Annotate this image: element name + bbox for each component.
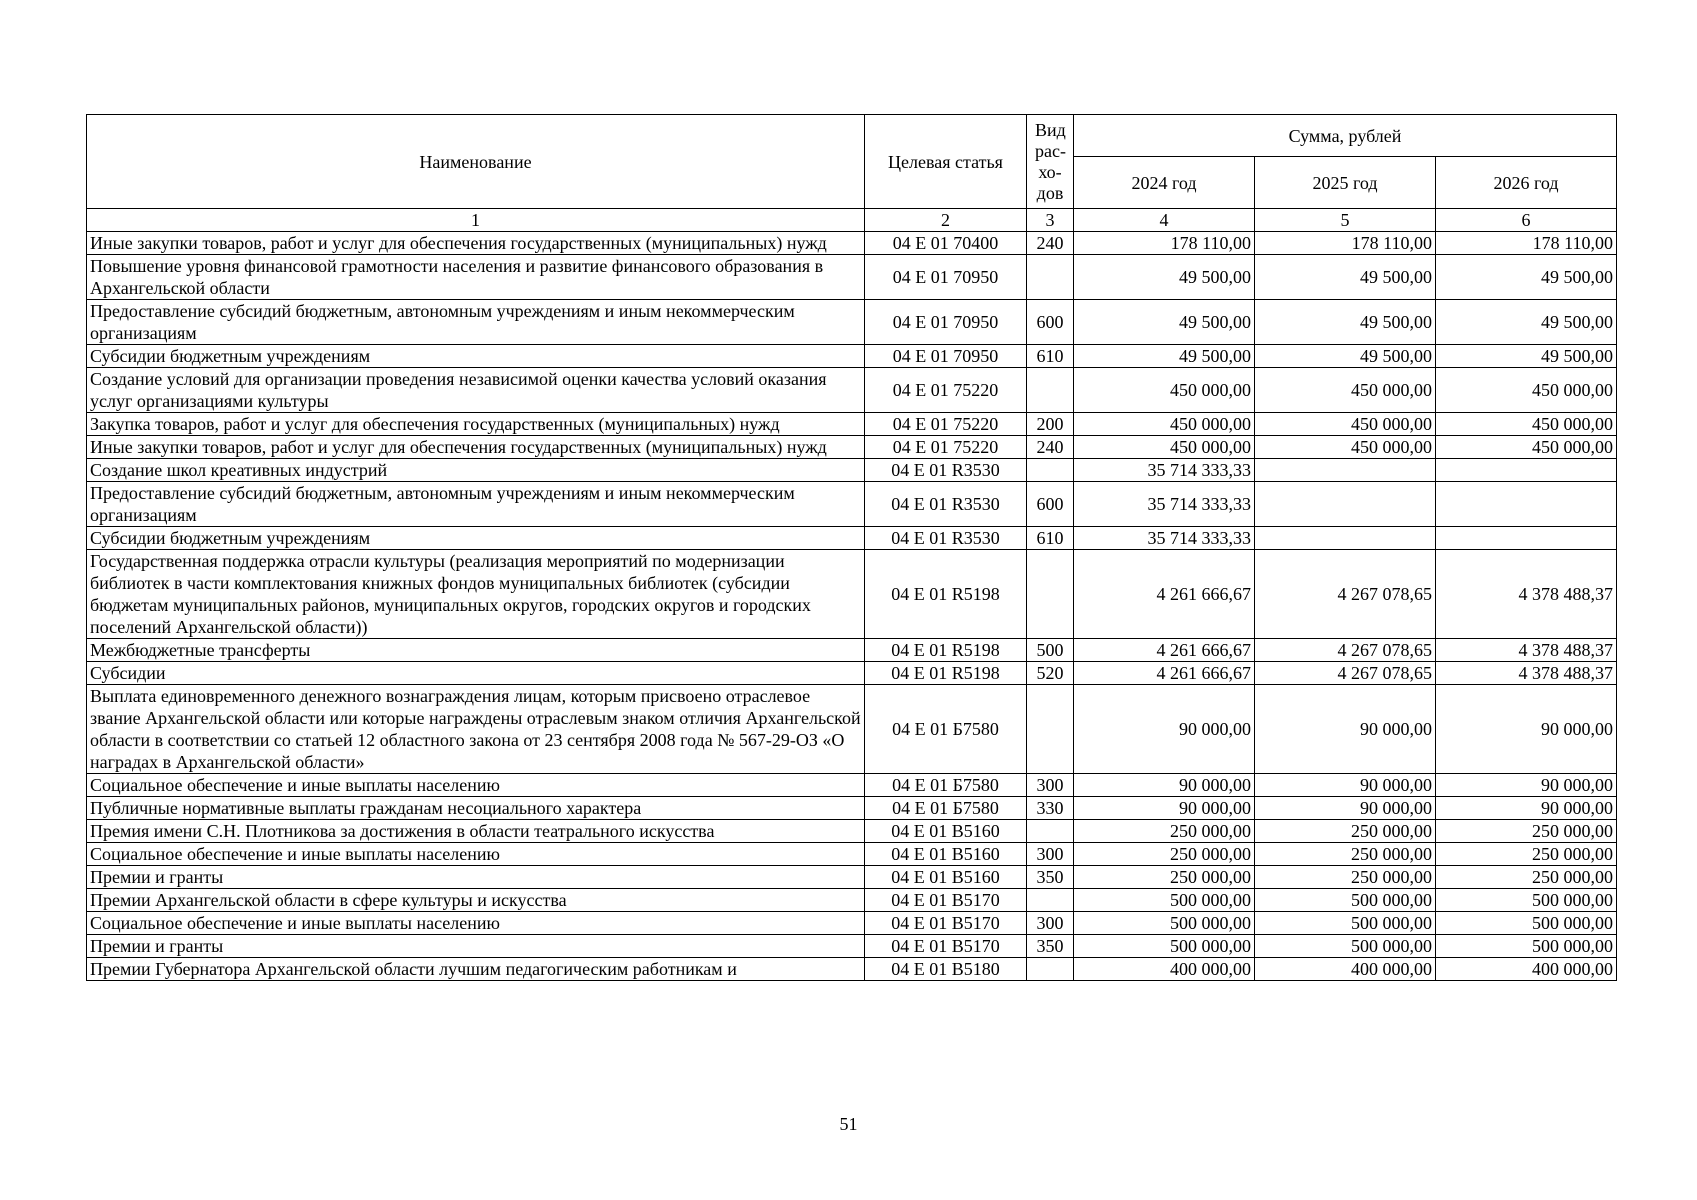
row-expense-type: 200 bbox=[1027, 413, 1074, 436]
table-row bbox=[87, 459, 1617, 482]
row-sum-2026: 4 378 488,37 bbox=[1436, 550, 1617, 639]
row-name: Премии и гранты bbox=[87, 866, 865, 889]
table-body bbox=[87, 232, 1617, 981]
row-sum-2024: 49 500,00 bbox=[1074, 300, 1255, 345]
row-expense-type bbox=[1027, 889, 1074, 912]
row-target-article: 04 Е 01 В5160 bbox=[865, 866, 1027, 889]
header-sum: Сумма, рублей bbox=[1074, 115, 1617, 157]
row-name: Выплата единовременного денежного вознаграждения лицам, которым присвоено отраслевое звание Архангельской области или которые награждены отраслевым знаком отличия Архангельской области в соответствии со статьей 12 областного закона от 23 сентября 2008 года № 567-29-ОЗ «О наградах в Архангельской области» bbox=[87, 685, 865, 774]
row-name: Субсидии bbox=[87, 662, 865, 685]
row-sum-2024: 400 000,00 bbox=[1074, 958, 1255, 981]
row-target-article: 04 Е 01 В5170 bbox=[865, 935, 1027, 958]
row-sum-2025: 49 500,00 bbox=[1255, 300, 1436, 345]
row-expense-type: 610 bbox=[1027, 345, 1074, 368]
row-sum-2025: 250 000,00 bbox=[1255, 866, 1436, 889]
row-sum-2025: 4 267 078,65 bbox=[1255, 550, 1436, 639]
row-sum-2026: 4 378 488,37 bbox=[1436, 662, 1617, 685]
row-name: Премии Архангельской области в сфере культуры и искусства bbox=[87, 889, 865, 912]
row-expense-type bbox=[1027, 685, 1074, 774]
row-sum-2025: 49 500,00 bbox=[1255, 255, 1436, 300]
row-sum-2025: 90 000,00 bbox=[1255, 685, 1436, 774]
row-name: Создание школ креативных индустрий bbox=[87, 459, 865, 482]
row-name: Премии Губернатора Архангельской области лучшим педагогическим работникам и bbox=[87, 958, 865, 981]
row-sum-2026: 4 378 488,37 bbox=[1436, 639, 1617, 662]
row-sum-2026: 450 000,00 bbox=[1436, 368, 1617, 413]
row-name: Иные закупки товаров, работ и услуг для обеспечения государственных (муниципальных) нужд bbox=[87, 232, 865, 255]
table-header bbox=[87, 115, 1617, 232]
row-name: Публичные нормативные выплаты гражданам несоциального характера bbox=[87, 797, 865, 820]
column-number: 4 bbox=[1074, 209, 1255, 232]
row-sum-2025: 4 267 078,65 bbox=[1255, 639, 1436, 662]
row-sum-2026: 49 500,00 bbox=[1436, 300, 1617, 345]
row-sum-2025: 450 000,00 bbox=[1255, 368, 1436, 413]
column-number-row bbox=[87, 209, 1617, 232]
table-row bbox=[87, 345, 1617, 368]
row-sum-2025: 400 000,00 bbox=[1255, 958, 1436, 981]
row-name: Закупка товаров, работ и услуг для обеспечения государственных (муниципальных) нужд bbox=[87, 413, 865, 436]
row-sum-2025: 500 000,00 bbox=[1255, 912, 1436, 935]
column-number: 2 bbox=[865, 209, 1027, 232]
row-target-article: 04 Е 01 70950 bbox=[865, 300, 1027, 345]
header-year-2025: 2025 год bbox=[1255, 157, 1436, 209]
row-sum-2024: 178 110,00 bbox=[1074, 232, 1255, 255]
row-name: Социальное обеспечение и иные выплаты населению bbox=[87, 843, 865, 866]
row-expense-type bbox=[1027, 820, 1074, 843]
row-name: Премия имени С.Н. Плотникова за достижения в области театрального искусства bbox=[87, 820, 865, 843]
row-sum-2025: 90 000,00 bbox=[1255, 774, 1436, 797]
table-row bbox=[87, 685, 1617, 774]
row-expense-type: 350 bbox=[1027, 935, 1074, 958]
row-sum-2026: 400 000,00 bbox=[1436, 958, 1617, 981]
row-target-article: 04 Е 01 Б7580 bbox=[865, 797, 1027, 820]
table-row bbox=[87, 820, 1617, 843]
row-target-article: 04 Е 01 В5170 bbox=[865, 912, 1027, 935]
table-row bbox=[87, 912, 1617, 935]
table-row bbox=[87, 843, 1617, 866]
row-name: Субсидии бюджетным учреждениям bbox=[87, 527, 865, 550]
row-sum-2026: 250 000,00 bbox=[1436, 820, 1617, 843]
table-row bbox=[87, 639, 1617, 662]
row-expense-type bbox=[1027, 550, 1074, 639]
budget-table bbox=[86, 114, 1617, 981]
header-year-2024: 2024 год bbox=[1074, 157, 1255, 209]
row-name: Повышение уровня финансовой грамотности населения и развитие финансового образования в Архангельской области bbox=[87, 255, 865, 300]
row-sum-2026: 450 000,00 bbox=[1436, 436, 1617, 459]
row-sum-2025: 500 000,00 bbox=[1255, 889, 1436, 912]
row-sum-2025: 90 000,00 bbox=[1255, 797, 1436, 820]
row-sum-2025: 450 000,00 bbox=[1255, 413, 1436, 436]
row-name: Предоставление субсидий бюджетным, автономным учреждениям и иным некоммерческим организациям bbox=[87, 482, 865, 527]
row-sum-2024: 35 714 333,33 bbox=[1074, 482, 1255, 527]
row-sum-2026: 90 000,00 bbox=[1436, 797, 1617, 820]
row-name: Социальное обеспечение и иные выплаты населению bbox=[87, 912, 865, 935]
row-sum-2025: 250 000,00 bbox=[1255, 843, 1436, 866]
row-sum-2025: 500 000,00 bbox=[1255, 935, 1436, 958]
row-sum-2025: 178 110,00 bbox=[1255, 232, 1436, 255]
table-row bbox=[87, 368, 1617, 413]
row-sum-2024: 450 000,00 bbox=[1074, 413, 1255, 436]
row-target-article: 04 Е 01 75220 bbox=[865, 413, 1027, 436]
row-name: Социальное обеспечение и иные выплаты населению bbox=[87, 774, 865, 797]
row-sum-2024: 49 500,00 bbox=[1074, 255, 1255, 300]
row-target-article: 04 Е 01 В5160 bbox=[865, 843, 1027, 866]
row-sum-2024: 90 000,00 bbox=[1074, 797, 1255, 820]
row-sum-2025: 49 500,00 bbox=[1255, 345, 1436, 368]
table-row bbox=[87, 232, 1617, 255]
row-sum-2024: 500 000,00 bbox=[1074, 912, 1255, 935]
row-sum-2024: 4 261 666,67 bbox=[1074, 662, 1255, 685]
header-year-2026: 2026 год bbox=[1436, 157, 1617, 209]
row-target-article: 04 Е 01 В5160 bbox=[865, 820, 1027, 843]
row-expense-type bbox=[1027, 368, 1074, 413]
row-expense-type: 600 bbox=[1027, 300, 1074, 345]
row-expense-type bbox=[1027, 255, 1074, 300]
table-row bbox=[87, 300, 1617, 345]
row-sum-2024: 90 000,00 bbox=[1074, 685, 1255, 774]
row-target-article: 04 Е 01 75220 bbox=[865, 436, 1027, 459]
row-expense-type bbox=[1027, 958, 1074, 981]
header-target-article: Целевая статья bbox=[865, 115, 1027, 209]
row-expense-type: 240 bbox=[1027, 436, 1074, 459]
row-expense-type: 300 bbox=[1027, 843, 1074, 866]
table-row bbox=[87, 774, 1617, 797]
table-row bbox=[87, 662, 1617, 685]
table-row bbox=[87, 958, 1617, 981]
row-sum-2025 bbox=[1255, 527, 1436, 550]
row-target-article: 04 Е 01 70950 bbox=[865, 345, 1027, 368]
table-row bbox=[87, 482, 1617, 527]
row-sum-2025 bbox=[1255, 482, 1436, 527]
table-row bbox=[87, 797, 1617, 820]
row-expense-type: 240 bbox=[1027, 232, 1074, 255]
row-sum-2024: 35 714 333,33 bbox=[1074, 527, 1255, 550]
row-target-article: 04 Е 01 R3530 bbox=[865, 527, 1027, 550]
row-expense-type bbox=[1027, 459, 1074, 482]
table-row bbox=[87, 413, 1617, 436]
column-number: 6 bbox=[1436, 209, 1617, 232]
table-row bbox=[87, 436, 1617, 459]
row-target-article: 04 Е 01 R5198 bbox=[865, 639, 1027, 662]
table-row bbox=[87, 527, 1617, 550]
row-sum-2025: 450 000,00 bbox=[1255, 436, 1436, 459]
row-sum-2024: 250 000,00 bbox=[1074, 820, 1255, 843]
row-sum-2024: 4 261 666,67 bbox=[1074, 639, 1255, 662]
row-target-article: 04 Е 01 В5170 bbox=[865, 889, 1027, 912]
row-name: Предоставление субсидий бюджетным, автономным учреждениям и иным некоммерческим организациям bbox=[87, 300, 865, 345]
row-name: Премии и гранты bbox=[87, 935, 865, 958]
row-target-article: 04 Е 01 R5198 bbox=[865, 550, 1027, 639]
row-sum-2026: 500 000,00 bbox=[1436, 912, 1617, 935]
row-name: Межбюджетные трансферты bbox=[87, 639, 865, 662]
header-name: Наименование bbox=[87, 115, 865, 209]
row-sum-2024: 250 000,00 bbox=[1074, 843, 1255, 866]
row-sum-2024: 500 000,00 bbox=[1074, 889, 1255, 912]
row-expense-type: 300 bbox=[1027, 912, 1074, 935]
table-row bbox=[87, 866, 1617, 889]
row-name: Государственная поддержка отрасли культуры (реализация мероприятий по модернизации библиотек в части комплектования книжных фондов муниципальных библиотек (субсидии бюджетам муниципальных районов, муниципальных округов, городских округов и городских поселений Архангельской области)) bbox=[87, 550, 865, 639]
row-expense-type: 300 bbox=[1027, 774, 1074, 797]
row-target-article: 04 Е 01 70950 bbox=[865, 255, 1027, 300]
row-sum-2024: 90 000,00 bbox=[1074, 774, 1255, 797]
row-sum-2025: 4 267 078,65 bbox=[1255, 662, 1436, 685]
row-target-article: 04 Е 01 70400 bbox=[865, 232, 1027, 255]
row-sum-2025: 250 000,00 bbox=[1255, 820, 1436, 843]
row-target-article: 04 Е 01 R5198 bbox=[865, 662, 1027, 685]
row-sum-2024: 49 500,00 bbox=[1074, 345, 1255, 368]
row-sum-2024: 500 000,00 bbox=[1074, 935, 1255, 958]
column-number: 5 bbox=[1255, 209, 1436, 232]
row-expense-type: 500 bbox=[1027, 639, 1074, 662]
row-expense-type: 330 bbox=[1027, 797, 1074, 820]
row-sum-2026 bbox=[1436, 482, 1617, 527]
table-row bbox=[87, 889, 1617, 912]
row-sum-2026 bbox=[1436, 459, 1617, 482]
row-target-article: 04 Е 01 R3530 bbox=[865, 482, 1027, 527]
row-sum-2026: 90 000,00 bbox=[1436, 685, 1617, 774]
row-name: Создание условий для организации проведения независимой оценки качества условий оказания услуг организациями культуры bbox=[87, 368, 865, 413]
row-sum-2025 bbox=[1255, 459, 1436, 482]
row-expense-type: 610 bbox=[1027, 527, 1074, 550]
row-sum-2024: 4 261 666,67 bbox=[1074, 550, 1255, 639]
row-sum-2024: 250 000,00 bbox=[1074, 866, 1255, 889]
header-expense-type bbox=[1027, 115, 1074, 209]
row-expense-type: 350 bbox=[1027, 866, 1074, 889]
header-expense-type-text: Вид рас-хо-дов bbox=[1035, 119, 1066, 203]
row-sum-2026: 500 000,00 bbox=[1436, 889, 1617, 912]
row-sum-2024: 35 714 333,33 bbox=[1074, 459, 1255, 482]
row-expense-type: 600 bbox=[1027, 482, 1074, 527]
row-target-article: 04 Е 01 В5180 bbox=[865, 958, 1027, 981]
row-sum-2026: 178 110,00 bbox=[1436, 232, 1617, 255]
row-sum-2024: 450 000,00 bbox=[1074, 436, 1255, 459]
row-sum-2026: 49 500,00 bbox=[1436, 345, 1617, 368]
row-sum-2026: 49 500,00 bbox=[1436, 255, 1617, 300]
row-sum-2026: 250 000,00 bbox=[1436, 843, 1617, 866]
row-sum-2024: 450 000,00 bbox=[1074, 368, 1255, 413]
page-number: 51 bbox=[839, 1114, 858, 1134]
row-sum-2026 bbox=[1436, 527, 1617, 550]
table-row bbox=[87, 550, 1617, 639]
row-sum-2026: 450 000,00 bbox=[1436, 413, 1617, 436]
row-sum-2026: 500 000,00 bbox=[1436, 935, 1617, 958]
row-target-article: 04 Е 01 75220 bbox=[865, 368, 1027, 413]
row-name: Субсидии бюджетным учреждениям bbox=[87, 345, 865, 368]
column-number: 3 bbox=[1027, 209, 1074, 232]
row-sum-2026: 250 000,00 bbox=[1436, 866, 1617, 889]
row-sum-2026: 90 000,00 bbox=[1436, 774, 1617, 797]
row-target-article: 04 Е 01 Б7580 bbox=[865, 774, 1027, 797]
table-row bbox=[87, 935, 1617, 958]
row-target-article: 04 Е 01 R3530 bbox=[865, 459, 1027, 482]
column-number: 1 bbox=[87, 209, 865, 232]
row-name: Иные закупки товаров, работ и услуг для обеспечения государственных (муниципальных) нужд bbox=[87, 436, 865, 459]
table-row bbox=[87, 255, 1617, 300]
row-target-article: 04 Е 01 Б7580 bbox=[865, 685, 1027, 774]
row-expense-type: 520 bbox=[1027, 662, 1074, 685]
